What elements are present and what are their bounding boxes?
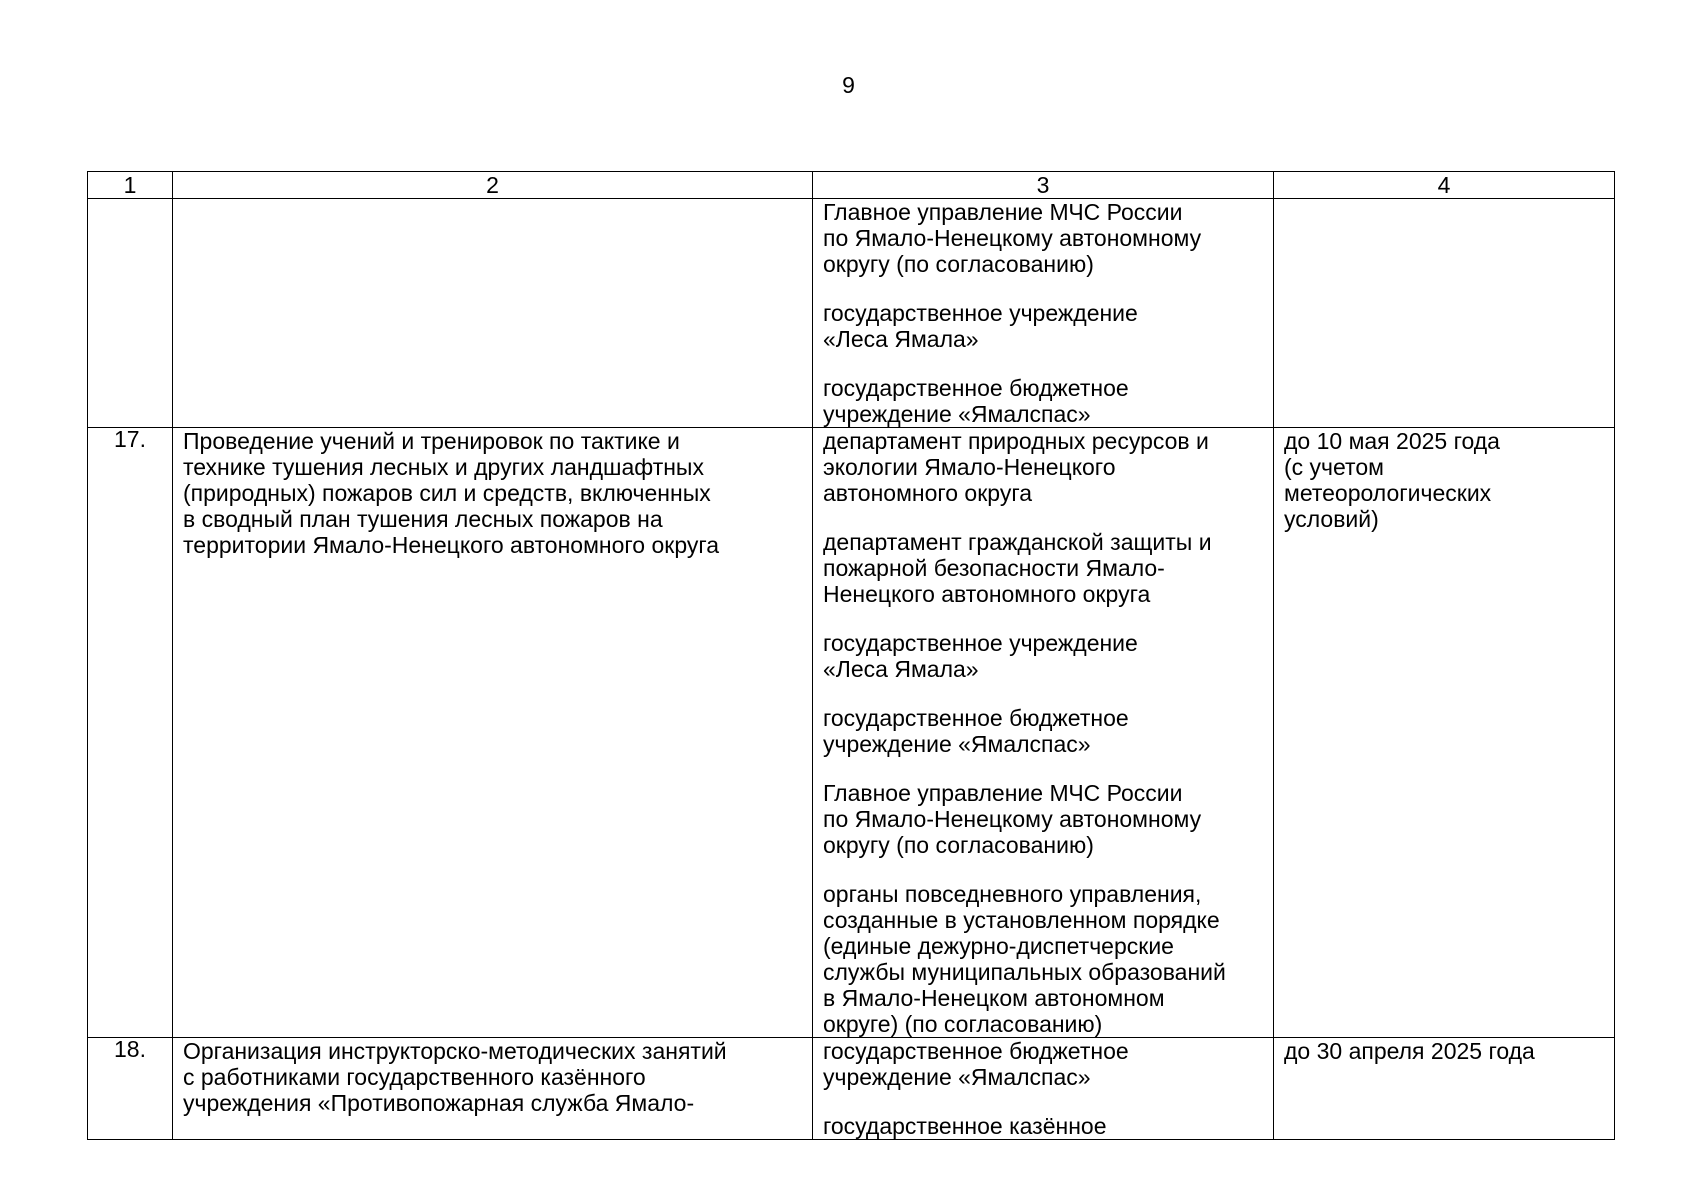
header-col-4: 4 [1274,172,1615,199]
responsible-item: Главное управление МЧС России по Ямало-Ненецкому автономному округу (по согласованию) [823,199,1202,277]
responsible-item: государственное казённое [823,1113,1107,1139]
responsible-item: государственное учреждение «Леса Ямала» [823,630,1138,682]
responsible-item: Главное управление МЧС России по Ямало-Ненецкому автономному округу (по согласованию) [823,780,1202,858]
deadline-cell: до 30 апреля 2025 года [1274,1038,1615,1140]
header-col-2: 2 [173,172,813,199]
table-row [88,199,1615,428]
row-number-cell [88,199,173,428]
responsible-item: государственное бюджетное учреждение «Ямалспас» [823,705,1129,757]
responsible-cell [813,428,1274,1038]
header-col-1: 1 [88,172,173,199]
responsible-item: департамент природных ресурсов и экологии Ямало-Ненецкого автономного округа [823,428,1209,506]
responsible-cell [813,1038,1274,1140]
page-number: 9 [842,72,855,98]
deadline-cell: до 10 мая 2025 года (с учетом метеорологических условий) [1274,428,1615,1038]
plan-table [87,171,1615,1140]
activity-cell [173,199,813,428]
responsible-item: государственное бюджетное учреждение «Ямалспас» [823,1038,1129,1090]
table-row [88,428,1615,1038]
responsible-item: государственное бюджетное учреждение «Ямалспас» [823,375,1129,427]
table-header-row [88,172,1615,199]
header-col-3: 3 [813,172,1274,199]
activity-cell: Проведение учений и тренировок по тактике и технике тушения лесных и других ландшафтных (природных) пожаров сил и средств, включенных в сводный план тушения лесных пожаров на территории Ямало-Ненецкого автономного округа [173,428,813,1038]
table-row [88,1038,1615,1140]
deadline-cell [1274,199,1615,428]
responsible-item: государственное учреждение «Леса Ямала» [823,300,1138,352]
responsible-item: органы повседневного управления, созданные в установленном порядке (единые дежурно-диспетчерские службы муниципальных образований в Ямало-Ненецком автономном округе) (по согласованию) [823,881,1226,1037]
row-number-cell: 17. [88,428,173,1038]
activity-cell: Организация инструкторско-методических занятий с работниками государственного казённого учреждения «Противопожарная служба Ямало- [173,1038,813,1140]
row-number-cell: 18. [88,1038,173,1140]
responsible-cell [813,199,1274,428]
responsible-item: департамент гражданской защиты и пожарной безопасности Ямало- Ненецкого автономного округа [823,529,1212,607]
